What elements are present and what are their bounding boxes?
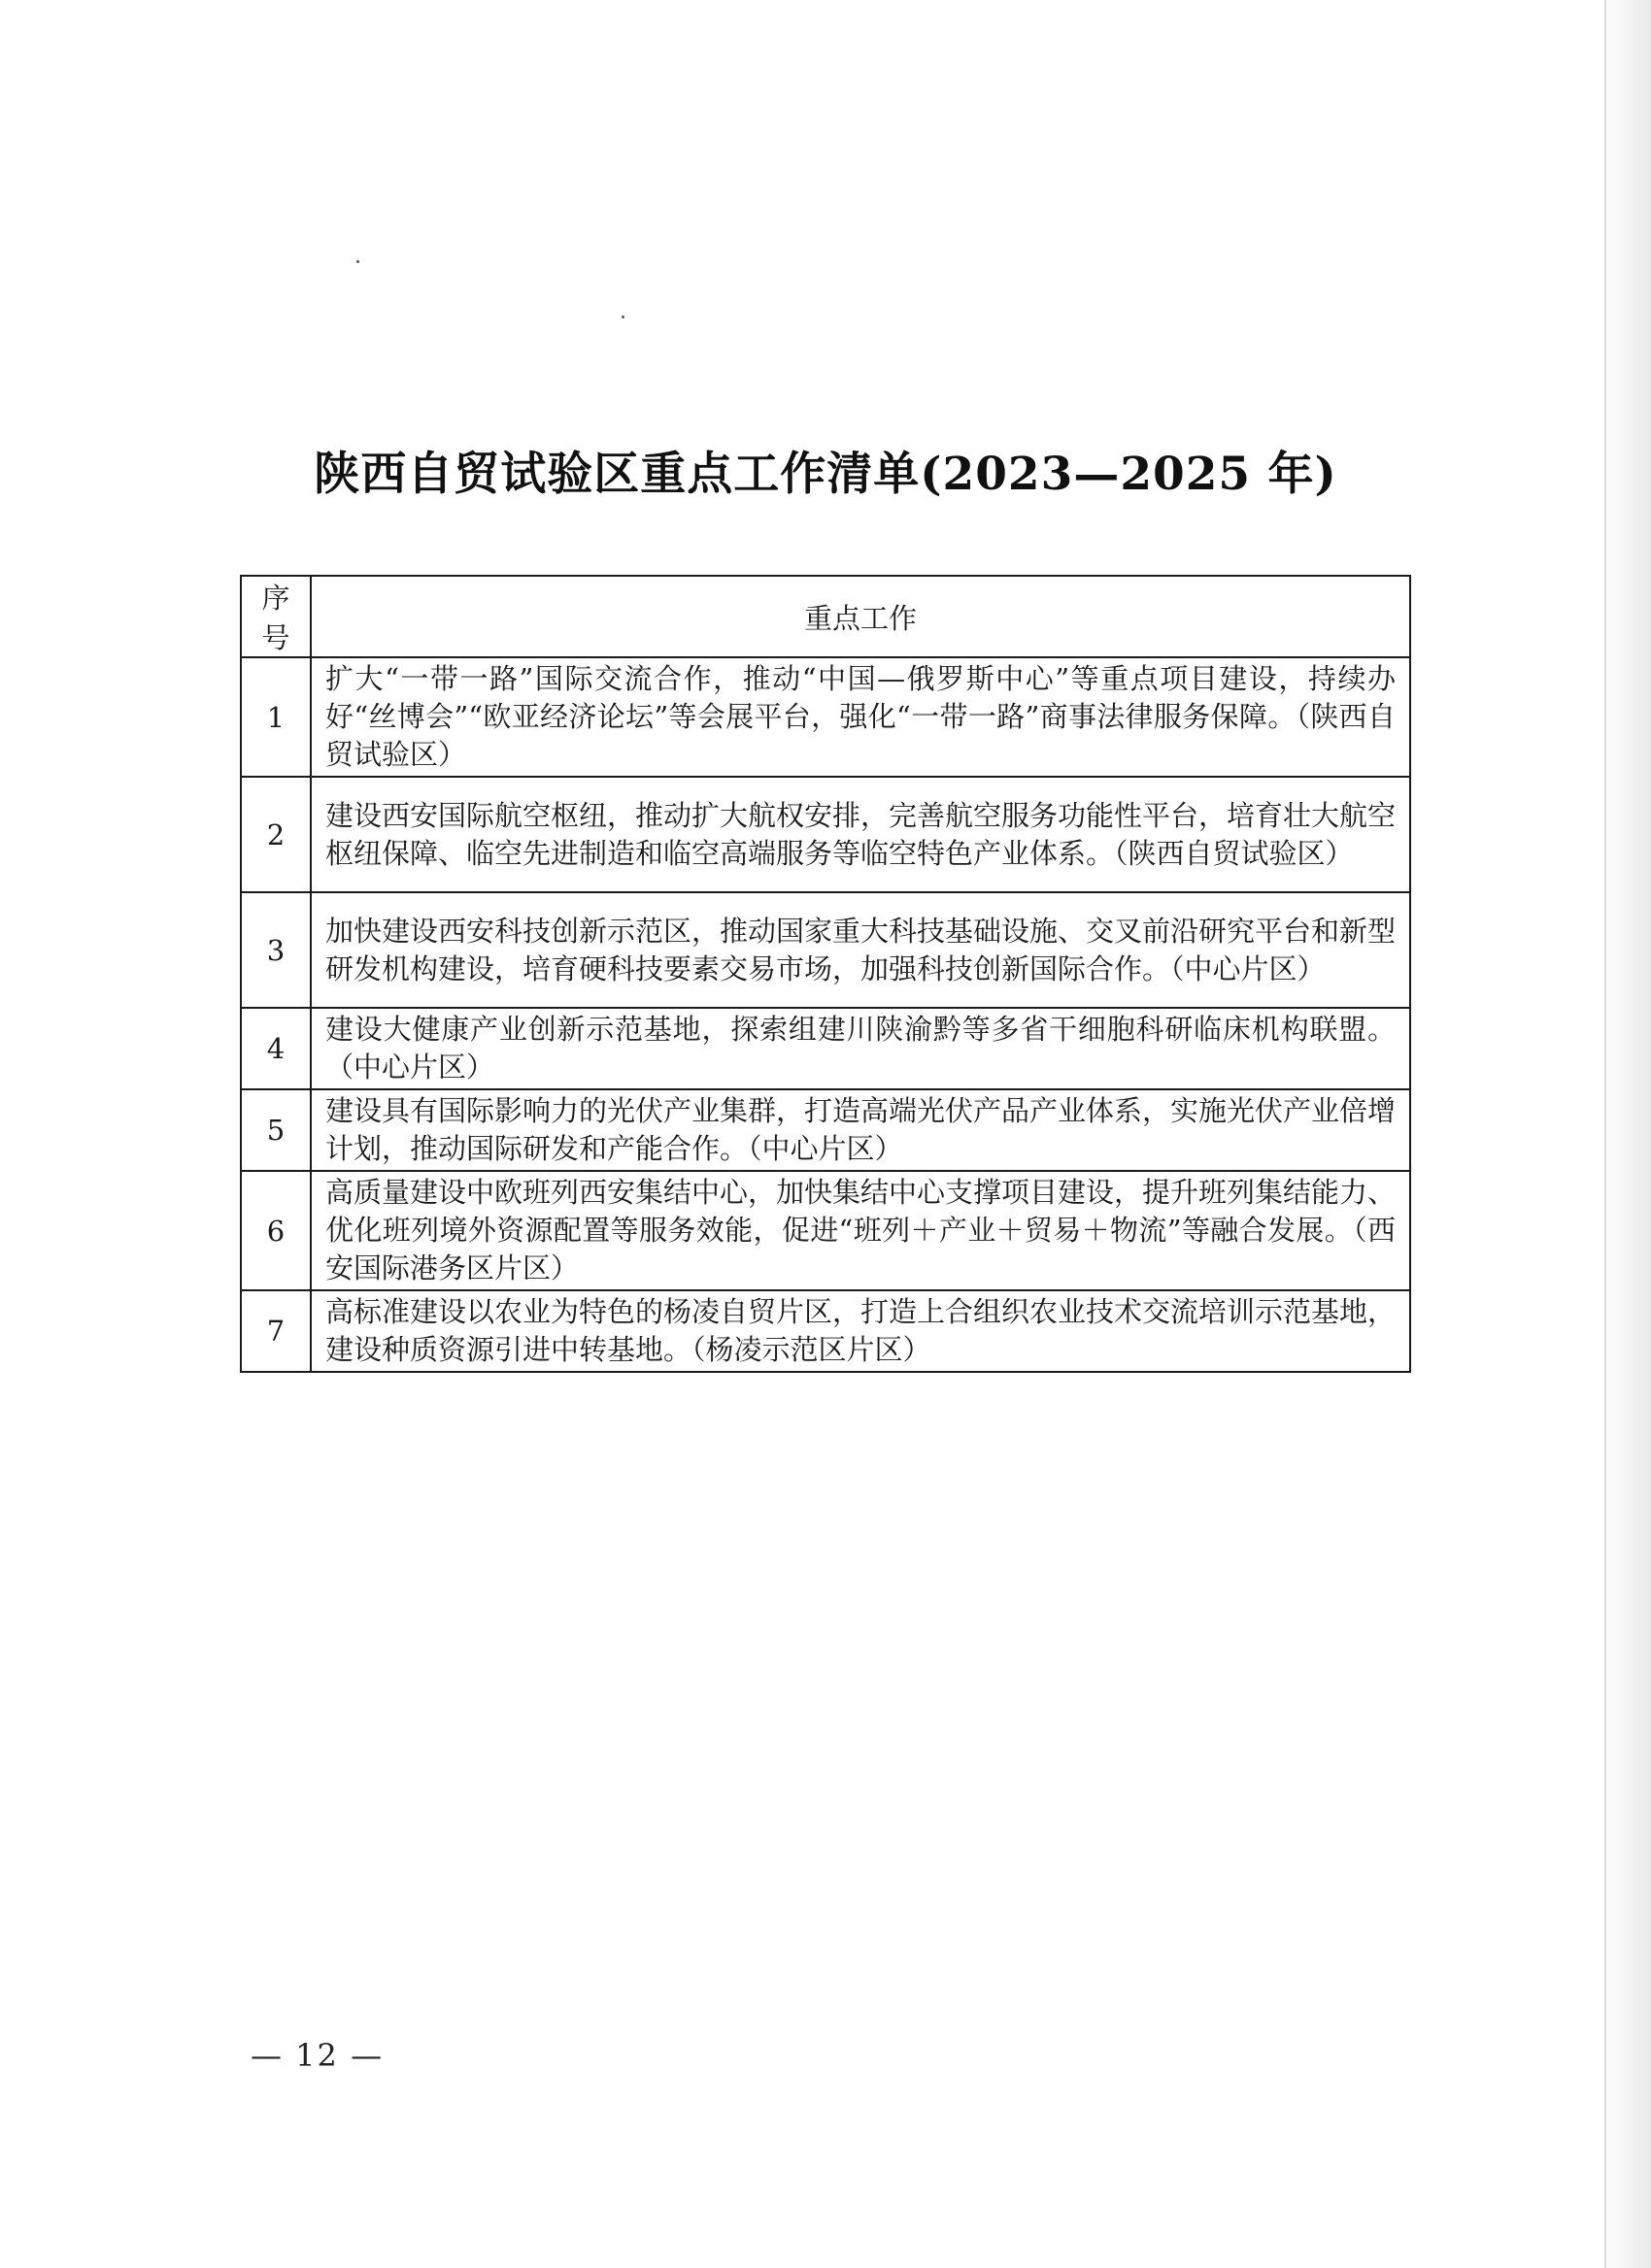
header-number: 序号 — [241, 576, 311, 657]
row-number: 3 — [241, 892, 311, 1008]
row-content: 建设具有国际影响力的光伏产业集群，打造高端光伏产品产业体系，实施光伏产业倍增计划，推动国际研发和产能合作。（中心片区） — [311, 1089, 1410, 1171]
header-work: 重点工作 — [311, 576, 1410, 657]
table-row — [241, 1008, 1410, 1089]
table-row — [241, 657, 1410, 777]
key-work-table — [240, 575, 1411, 1373]
document-title: 陕西自贸试验区重点工作清单(2023—2025 年) — [314, 448, 1337, 502]
row-number: 2 — [241, 777, 311, 892]
scan-speck — [622, 316, 624, 318]
scan-speck — [356, 260, 359, 263]
page-number: — 12 — — [251, 2037, 385, 2074]
table-row — [241, 1089, 1410, 1171]
row-number: 4 — [241, 1008, 311, 1089]
table-header-row — [241, 576, 1410, 657]
table-row — [241, 1290, 1410, 1372]
row-content: 扩大“一带一路”国际交流合作，推动“中国—俄罗斯中心”等重点项目建设，持续办好“丝博会”“欧亚经济论坛”等会展平台，强化“一带一路”商事法律服务保障。（陕西自贸试验区） — [311, 657, 1410, 777]
row-content: 加快建设西安科技创新示范区，推动国家重大科技基础设施、交叉前沿研究平台和新型研发机构建设，培育硬科技要素交易市场，加强科技创新国际合作。（中心片区） — [311, 892, 1410, 1008]
row-number: 1 — [241, 657, 311, 777]
row-content: 建设大健康产业创新示范基地，探索组建川陕渝黔等多省干细胞科研临床机构联盟。（中心片区） — [311, 1008, 1410, 1089]
row-content: 高质量建设中欧班列西安集结中心，加快集结中心支撑项目建设，提升班列集结能力、优化班列境外资源配置等服务效能，促进“班列＋产业＋贸易＋物流”等融合发展。（西安国际港务区片区） — [311, 1171, 1410, 1290]
row-number: 6 — [241, 1171, 311, 1290]
table-row — [241, 892, 1410, 1008]
row-content: 建设西安国际航空枢纽，推动扩大航权安排，完善航空服务功能性平台，培育壮大航空枢纽保障、临空先进制造和临空高端服务等临空特色产业体系。（陕西自贸试验区） — [311, 777, 1410, 892]
scan-page-edge — [1602, 0, 1651, 2268]
table-row — [241, 777, 1410, 892]
row-number: 7 — [241, 1290, 311, 1372]
row-content: 高标准建设以农业为特色的杨凌自贸片区，打造上合组织农业技术交流培训示范基地，建设种质资源引进中转基地。（杨凌示范区片区） — [311, 1290, 1410, 1372]
scan-edge-line — [1604, 0, 1606, 2268]
table-row — [241, 1171, 1410, 1290]
row-number: 5 — [241, 1089, 311, 1171]
